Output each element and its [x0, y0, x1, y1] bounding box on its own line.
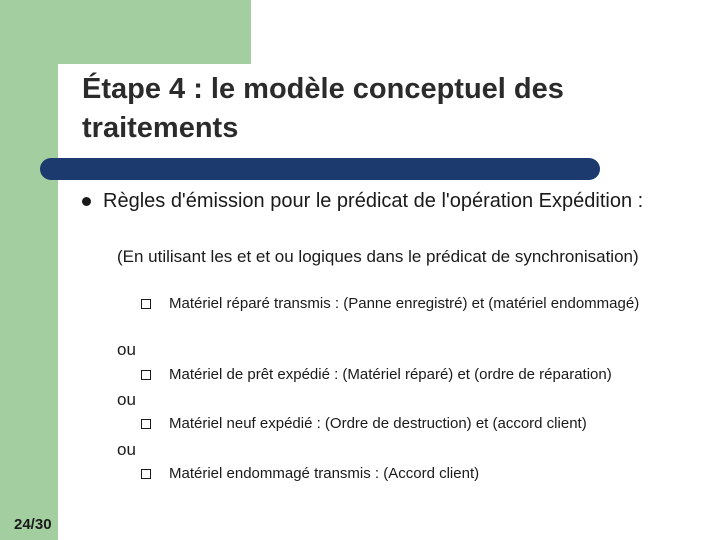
- connector-ou: ou: [117, 340, 136, 359]
- main-bullet-text: Règles d'émission pour le prédicat de l'opération Expédition :: [103, 190, 644, 212]
- page-number: 24/30: [14, 516, 52, 533]
- sub-item-text: Matériel endommagé transmis : (Accord client): [169, 465, 480, 482]
- decorative-green-band-left: [0, 0, 58, 540]
- slide-title: Étape 4 : le modèle conceptuel des traitements: [82, 73, 564, 144]
- checkbox-bullet-icon: [141, 299, 151, 309]
- connector-ou: ou: [117, 440, 136, 459]
- bullet-dot-icon: [82, 197, 91, 206]
- sub-item-text: Matériel réparé transmis : (Panne enregistré) et (matériel endommagé): [169, 295, 640, 312]
- checkbox-bullet-icon: [141, 419, 151, 429]
- connector-ou: ou: [117, 390, 136, 409]
- synchronisation-note: (En utilisant les et et ou logiques dans le prédicat de synchronisation): [117, 247, 639, 266]
- sub-item-text: Matériel neuf expédié : (Ordre de destruction) et (accord client): [169, 415, 587, 432]
- checkbox-bullet-icon: [141, 469, 151, 479]
- sub-item-text: Matériel de prêt expédié : (Matériel réparé) et (ordre de réparation): [169, 366, 612, 383]
- title-underline-bar: [60, 158, 600, 180]
- checkbox-bullet-icon: [141, 370, 151, 380]
- decorative-green-band-top: [58, 0, 251, 64]
